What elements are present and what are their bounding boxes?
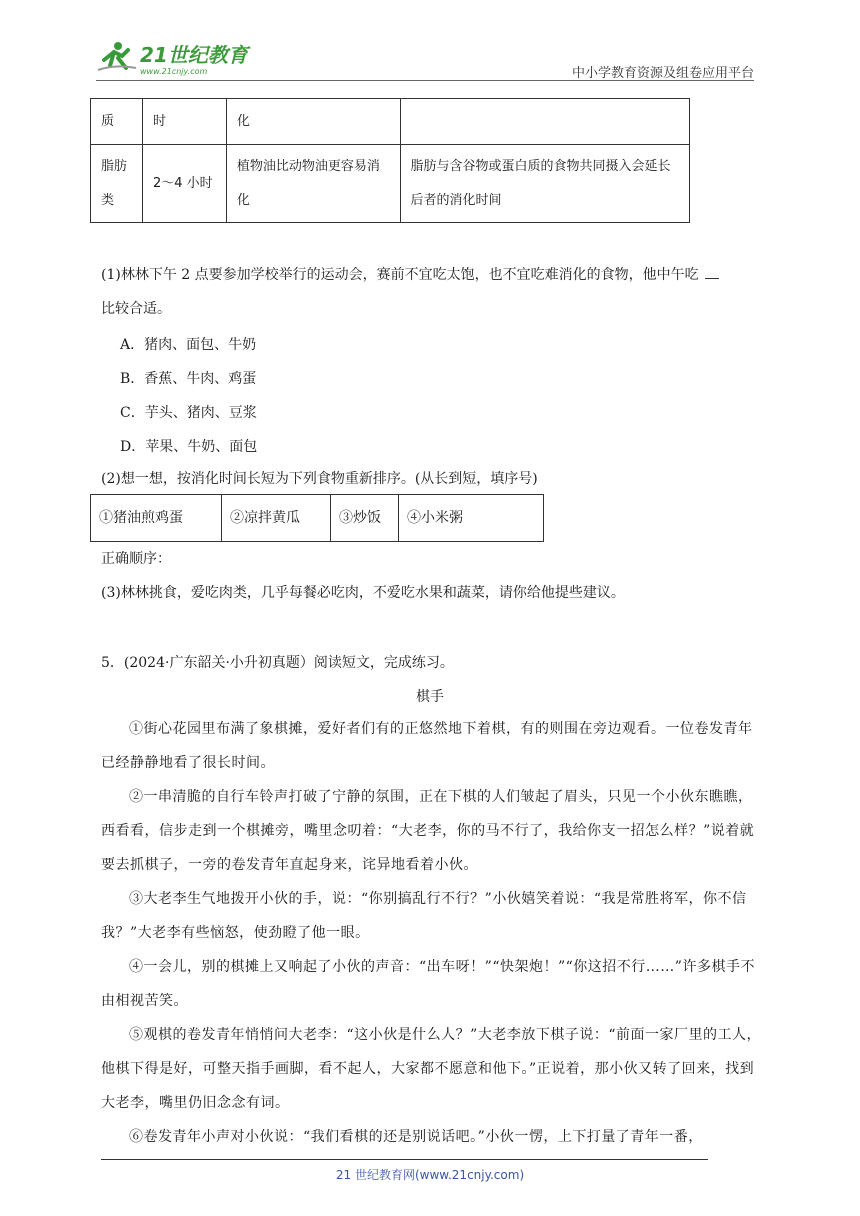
passage-title: 棋手 bbox=[416, 689, 444, 705]
table-cell: 质 bbox=[91, 99, 143, 145]
header-platform-name: 中小学教育资源及组卷应用平台 bbox=[571, 66, 754, 81]
table-cell: 时 bbox=[142, 99, 226, 145]
question-1-line1: (1)林林下午 2 点要参加学校举行的运动会，赛前不宜吃太饱，也不宜吃难消化的食物，他中午吃 bbox=[101, 267, 699, 283]
table-cell: 植物油比动物油更容易消化 bbox=[226, 145, 400, 223]
paragraph: ④一会儿，别的棋摊上又响起了小伙的声音：“出车呀！”“快架炮！”“你这招不行……”许多棋手不由相视苦笑。 bbox=[101, 959, 755, 1009]
footer-divider bbox=[101, 1159, 708, 1160]
paragraph: ①街心花园里布满了象棋摊，爱好者们有的正悠然地下着棋，有的则围在旁边观看。一位卷发青年已经静静地看了很长时间。 bbox=[101, 721, 753, 771]
paragraph: ⑥卷发青年小声对小伙说：“我们看棋的还是别说话吧。”小伙一愣，上下打量了青年一番， bbox=[129, 1129, 703, 1145]
site-logo bbox=[96, 38, 256, 78]
logo-text: 21世纪教育 bbox=[140, 43, 248, 67]
table-row bbox=[91, 495, 544, 542]
option-a[interactable]: A．猪肉、面包、牛奶 bbox=[120, 337, 257, 353]
food-cell: ④小米粥 bbox=[399, 495, 544, 542]
question-1-text bbox=[101, 264, 767, 286]
paragraph: ②一串清脆的自行车铃声打破了宁静的氛围，正在下棋的人们皱起了眉头，只见一个小伙东瞧瞧，西看看，信步走到一个棋摊旁，嘴里念叨着：“大老李，你的马不行了，我给你支一招怎么样？”说着就要去抓棋子，一旁的卷发青年直起身来，诧异地看着小伙。 bbox=[101, 789, 755, 873]
option-c[interactable]: C．芋头、猪肉、豆浆 bbox=[120, 405, 257, 421]
paragraph: ⑤观棋的卷发青年悄悄问大老李：“这小伙是什么人？”大老李放下棋子说：“前面一家厂里的工人，他棋下得是好，可整天指手画脚，看不起人，大家都不愿意和他下。”正说着，那小伙又转了回来，找到大老李，嘴里仍旧念念有词。 bbox=[101, 1027, 761, 1111]
logo-url: www.21cnjy.com bbox=[140, 67, 208, 76]
table-row bbox=[91, 99, 690, 145]
question-5-heading: 5．(2024·广东韶关·小升初真题）阅读短文，完成练习。 bbox=[101, 655, 454, 671]
runner-logo-icon bbox=[96, 38, 256, 78]
table-cell: 化 bbox=[226, 99, 400, 145]
digestion-table bbox=[90, 98, 690, 223]
food-cell: ③炒饭 bbox=[331, 495, 399, 542]
table-cell: 2～4 小时 bbox=[142, 145, 226, 223]
answer-label: 正确顺序： bbox=[101, 551, 171, 567]
food-cell: ②凉拌黄瓜 bbox=[222, 495, 331, 542]
answer-blank[interactable] bbox=[705, 278, 719, 279]
question-1-line2: 比较合适。 bbox=[101, 301, 171, 317]
food-table bbox=[90, 494, 544, 542]
table-cell: 脂肪类 bbox=[91, 145, 143, 223]
passage-body bbox=[101, 712, 761, 1154]
table-cell: 脂肪与含谷物或蛋白质的食物共同摄入会延长后者的消化时间 bbox=[400, 145, 689, 223]
header-divider bbox=[96, 80, 754, 81]
question-3-text: (3)林林挑食，爱吃肉类，几乎每餐必吃肉，不爱吃水果和蔬菜，请你给他提些建议。 bbox=[101, 585, 625, 601]
food-cell: ①猪油煎鸡蛋 bbox=[91, 495, 222, 542]
paragraph: ③大老李生气地拨开小伙的手，说：“你别搞乱行不行？”小伙嬉笑着说：“我是常胜将军，你不信我？”大老李有些恼怒，使劲瞪了他一眼。 bbox=[101, 891, 747, 941]
question-2-text: (2)想一想，按消化时间长短为下列食物重新排序。(从长到短，填序号) bbox=[101, 471, 538, 487]
option-d[interactable]: D．苹果、牛奶、面包 bbox=[120, 439, 258, 455]
table-cell bbox=[400, 99, 689, 145]
option-b[interactable]: B．香蕉、牛肉、鸡蛋 bbox=[120, 371, 257, 387]
table-row bbox=[91, 145, 690, 223]
footer-text[interactable]: 21 世纪教育网(www.21cnjy.com) bbox=[335, 1168, 525, 1182]
